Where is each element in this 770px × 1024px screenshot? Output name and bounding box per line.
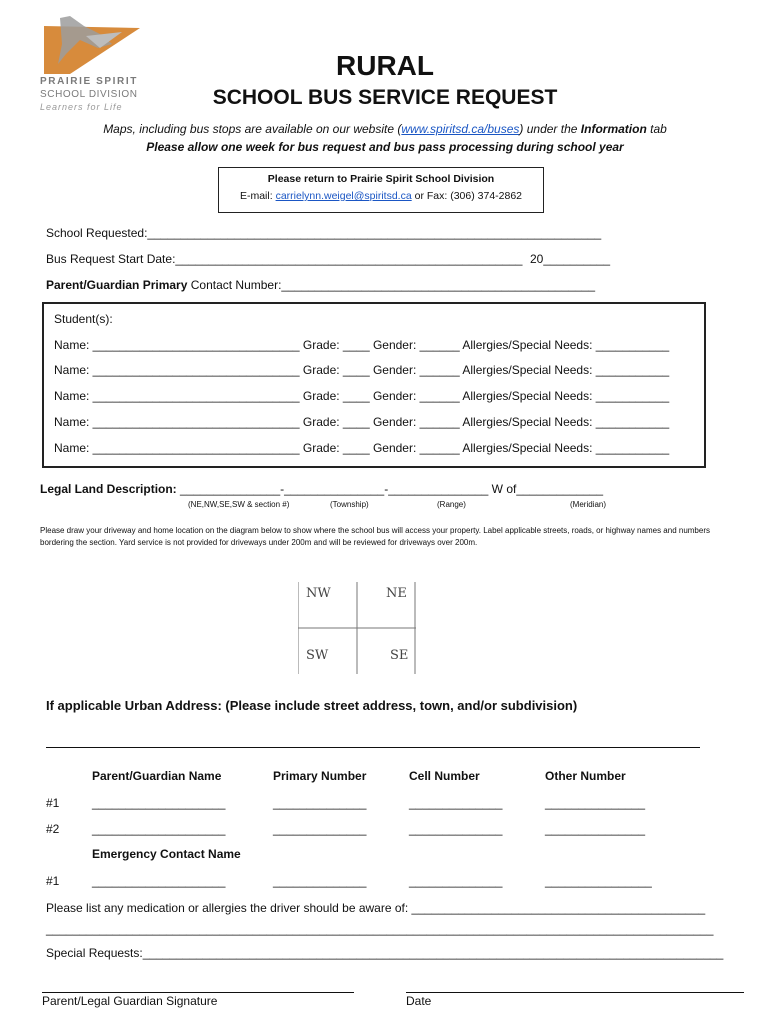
row-label: #2: [46, 822, 60, 836]
return-contact: E-mail: carrielynn.weigel@spiritsd.ca or Fax: (306) 374-2862: [239, 190, 523, 202]
title-rural: RURAL: [336, 50, 434, 81]
emergency-contact-heading: Emergency Contact Name: [92, 847, 241, 861]
return-info-box: [218, 167, 544, 213]
logo-line2: SCHOOL DIVISION: [40, 89, 138, 100]
students-label: Student(s):: [54, 312, 113, 326]
blank-primary[interactable]: ______________: [273, 796, 367, 810]
urban-address-line[interactable]: [46, 747, 700, 748]
medication-field[interactable]: Please list any medication or allergies the driver should be aware of: ____________________________________________: [46, 901, 706, 915]
student-row[interactable]: Name: _______________________________ Grade: ____ Gender: ______ Allergies/Special Needs: ___________: [54, 363, 670, 377]
row-label: #1: [46, 874, 60, 888]
school-requested-field[interactable]: School Requested:____________________________________________________________________: [46, 226, 602, 240]
quarter-sw: SW: [306, 648, 329, 663]
signature-label: Parent/Legal Guardian Signature: [42, 994, 218, 1008]
student-row[interactable]: Name: _______________________________ Grade: ____ Gender: ______ Allergies/Special Needs: ___________: [54, 338, 670, 352]
quarter-ne: NE: [386, 586, 407, 601]
col-cell-number: Cell Number: [409, 769, 480, 783]
start-year-field[interactable]: 20__________: [530, 252, 611, 266]
sub-meridian: (Meridian): [570, 500, 607, 509]
legal-land-field[interactable]: Legal Land Description: _______________-_______________-_______________ W of_____________: [40, 482, 604, 496]
sub-range: (Range): [437, 500, 466, 509]
logo-line1: PRAIRIE SPIRIT: [40, 76, 138, 87]
date-label: Date: [406, 994, 432, 1008]
students-box: [42, 302, 706, 468]
col-other-number: Other Number: [545, 769, 626, 783]
student-row[interactable]: Name: _______________________________ Grade: ____ Gender: ______ Allergies/Special Needs: ___________: [54, 389, 670, 403]
blank-emergency-name[interactable]: ____________________: [92, 874, 226, 888]
blank-parent-name[interactable]: ____________________: [92, 796, 226, 810]
blank-other[interactable]: ________________: [545, 874, 652, 888]
blank-cell[interactable]: ______________: [409, 874, 503, 888]
blank-primary[interactable]: ______________: [273, 874, 367, 888]
quarter-nw: NW: [306, 586, 331, 601]
urban-address-heading: If applicable Urban Address: (Please include street address, town, and/or subdivision): [46, 698, 578, 713]
blank-other[interactable]: _______________: [545, 796, 646, 810]
title-bus-service-request: SCHOOL BUS SERVICE REQUEST: [212, 86, 558, 109]
email-link[interactable]: carrielynn.weigel@spiritsd.ca: [275, 190, 412, 202]
maps-note: Maps, including bus stops are available on our website (www.spiritsd.ca/buses) under the Information tab: [103, 122, 667, 136]
blank-parent-name[interactable]: ____________________: [92, 822, 226, 836]
sub-township: (Township): [330, 500, 369, 509]
signature-line[interactable]: [42, 992, 354, 993]
sub-section: (NE,NW,SE,SW & section #): [188, 500, 290, 509]
special-requests-field[interactable]: Special Requests:_______________________________________________________________________________________: [46, 946, 724, 960]
blank-primary[interactable]: ______________: [273, 822, 367, 836]
col-parent-name: Parent/Guardian Name: [92, 769, 222, 783]
quarter-se: SE: [390, 648, 409, 663]
logo-tagline: Learners for Life: [40, 102, 123, 112]
col-primary-number: Primary Number: [273, 769, 367, 783]
quarter-section-diagram[interactable]: [298, 582, 416, 674]
start-date-field[interactable]: Bus Request Start Date:____________________________________________________: [46, 252, 523, 266]
student-row[interactable]: Name: _______________________________ Grade: ____ Gender: ______ Allergies/Special Needs: ___________: [54, 415, 670, 429]
blank-other[interactable]: _______________: [545, 822, 646, 836]
row-label: #1: [46, 796, 60, 810]
return-heading: Please return to Prairie Spirit School Division: [267, 173, 495, 185]
student-row[interactable]: Name: _______________________________ Grade: ____ Gender: ______ Allergies/Special Needs: ___________: [54, 441, 670, 455]
primary-contact-field[interactable]: Parent/Guardian Primary Contact Number:_______________________________________________: [46, 278, 596, 292]
medication-line[interactable]: ____________________________________________________________________________________________________: [46, 922, 714, 936]
processing-note: Please allow one week for bus request and bus pass processing during school year: [146, 140, 624, 154]
blank-cell[interactable]: ______________: [409, 822, 503, 836]
driveway-instructions: Please draw your driveway and home location on the diagram below to show where the school bus will access your property. Label applicable streets, roads, or highway names and numbers bordering the section. Yard service is not provided for driveways under 200m and will be reviewed for driveways over 200m.: [40, 526, 710, 547]
blank-cell[interactable]: ______________: [409, 796, 503, 810]
date-line[interactable]: [406, 992, 744, 993]
buses-link[interactable]: www.spiritsd.ca/buses: [401, 122, 520, 136]
